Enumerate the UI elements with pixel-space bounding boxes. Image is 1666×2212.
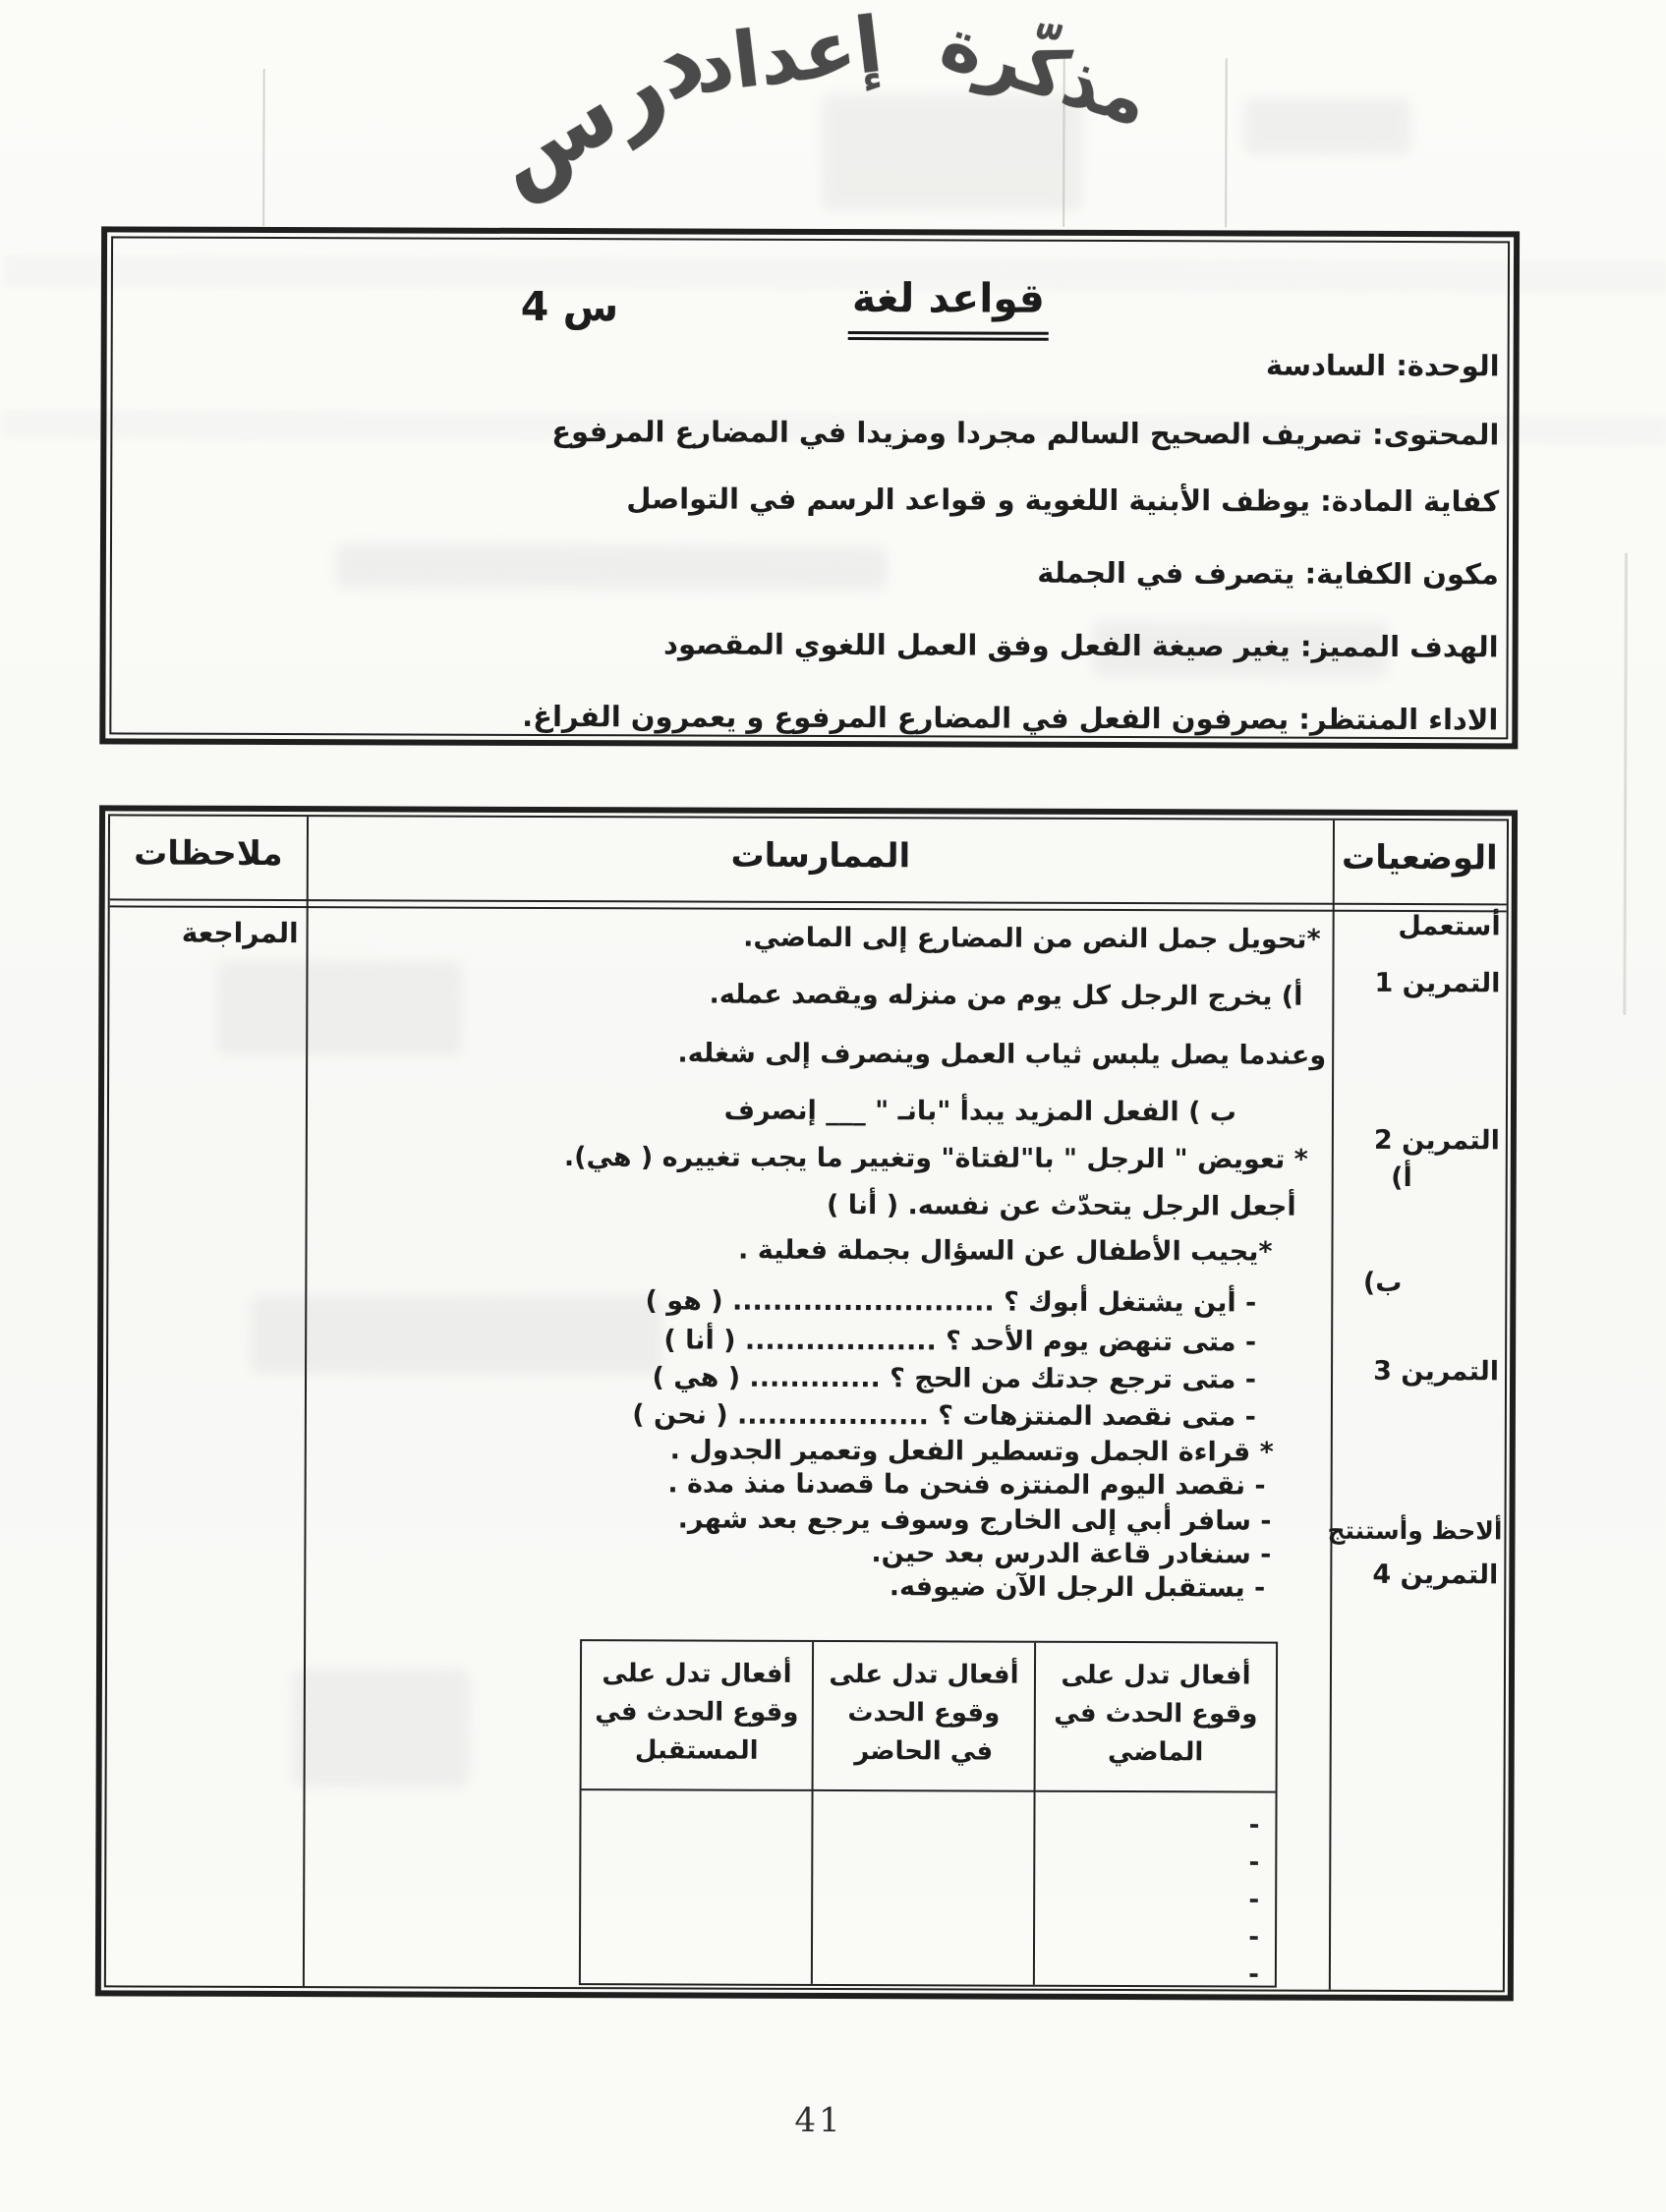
scan-artifact xyxy=(1225,58,1228,227)
practice-line: أ) يخرج الرجل كل يوم من منزله ويقصد عمله. xyxy=(709,979,1303,1012)
lesson-table xyxy=(95,805,1518,2001)
situation-label: التمرين 4 xyxy=(1372,1559,1499,1591)
info-line-unit: الوحدة: السادسة xyxy=(1265,348,1500,383)
verb-tense-table xyxy=(579,1639,1278,1990)
lesson-info-box xyxy=(99,226,1520,749)
tense-cell-future xyxy=(581,1790,812,1984)
tense-header-future: أفعال تدل على وقوع الحدث في المستقبل xyxy=(582,1641,813,1791)
scan-artifact xyxy=(1623,553,1628,1015)
info-line-objective: الهدف المميز: يغير صيغة الفعل وفق العمل اللغوي المقصود xyxy=(663,627,1499,664)
subject-title: قواعد لغة xyxy=(848,274,1049,341)
situation-label: أستعمل xyxy=(1398,911,1501,942)
practice-line: وعندما يصل يلبس ثياب العمل وينصرف إلى شغله. xyxy=(677,1038,1327,1071)
dash-list xyxy=(1248,1806,1259,1993)
column-header-situations: الوضعيات xyxy=(1342,837,1498,879)
practice-line: ب ) الفعل المزيد يبدأ "بانـ " ___ إنصرف xyxy=(723,1095,1237,1128)
session-label: س 4 xyxy=(520,282,619,331)
situation-label: ب) xyxy=(1362,1267,1403,1299)
dash-item: - xyxy=(1248,1922,1260,1953)
column-header-practices: الممارسات xyxy=(730,835,911,877)
practice-line: - متى ترجع جدتك من الحج ؟ ............. ( هي ) xyxy=(652,1362,1257,1395)
practice-line: - متى نقصد المنتزهات ؟ ................... ( نحن ) xyxy=(632,1399,1256,1433)
lesson-info-box-inner xyxy=(109,236,1510,739)
info-line-component: مكون الكفاية: يتصرف في الجملة xyxy=(1037,555,1499,592)
dash-item: - xyxy=(1248,1959,1259,1990)
tense-cell-past xyxy=(1033,1792,1276,1990)
dash-item: - xyxy=(1248,1847,1260,1878)
practice-line: - سافر أبي إلى الخارج وسوف يرجع بعد شهر. xyxy=(677,1503,1272,1537)
dash-item: - xyxy=(1248,1810,1260,1841)
info-line-expected: الاداء المنتظر: يصرفون الفعل في المضارع المرفوع و يعمرون الفراغ. xyxy=(522,699,1499,737)
lesson-table-inner xyxy=(104,814,1509,1992)
practice-line: *تحويل جمل النص من المضارع إلى الماضي. xyxy=(743,922,1321,955)
title-word: إعداد xyxy=(689,0,888,111)
practice-line: *يجيب الأطفال عن السؤال بجملة فعلية . xyxy=(738,1234,1273,1268)
practice-line: - سنغادر قاعة الدرس بعد حين. xyxy=(871,1538,1272,1570)
page-title xyxy=(4,0,1666,214)
scan-artifact xyxy=(262,69,265,226)
practice-line: - أين يشتغل أبوك ؟ .......................... ( هو ) xyxy=(645,1285,1257,1319)
situation-label: ألاحظ وأستنتج xyxy=(1327,1515,1503,1546)
practice-line: * تعويض " الرجل " با"لفتاة" وتغيير ما يجب تغييره ( هي). xyxy=(563,1142,1308,1175)
scan-artifact xyxy=(1243,97,1410,155)
practice-line: - متى تنهض يوم الأحد ؟ ................... ( أنا ) xyxy=(663,1325,1257,1358)
dash-item: - xyxy=(1248,1885,1260,1915)
situation-label: أ) xyxy=(1391,1162,1412,1194)
page-number: 41 xyxy=(794,2100,843,2141)
practice-line: أجعل الرجل يتحدّث عن نفسه. ( أنا ) xyxy=(827,1189,1296,1222)
practice-line: - يستقبل الرجل الآن ضيوفه. xyxy=(889,1571,1266,1604)
situation-label: التمرين 3 xyxy=(1373,1355,1500,1388)
column-header-notes: ملاحظات xyxy=(134,833,283,875)
info-line-content: المحتوى: تصريف الصحيح السالم مجردا ومزيدا في المضارع المرفوع xyxy=(551,414,1500,452)
practice-line: * قراءة الجمل وتسطير الفعل وتعمير الجدول . xyxy=(669,1435,1274,1468)
note-label: المراجعة xyxy=(181,916,299,950)
title-word: درس xyxy=(471,5,723,214)
situation-label: التمرين 2 xyxy=(1373,1124,1500,1157)
tense-header-present: أفعال تدل على وقوع الحدث في الحاضر xyxy=(812,1642,1035,1792)
title-word: مذكّرة xyxy=(932,0,1159,142)
situation-label: التمرين 1 xyxy=(1374,967,1501,999)
info-line-competency: كفاية المادة: يوظف الأبنية اللغوية و قواعد الرسم في التواصل xyxy=(626,482,1500,519)
tense-header-past: أفعال تدل على وقوع الحدث في الماضي xyxy=(1034,1643,1277,1793)
practice-line: - نقصد اليوم المنتزه فنحن ما قصدنا منذ مدة . xyxy=(667,1468,1266,1502)
tense-cell-present xyxy=(811,1791,1034,1985)
